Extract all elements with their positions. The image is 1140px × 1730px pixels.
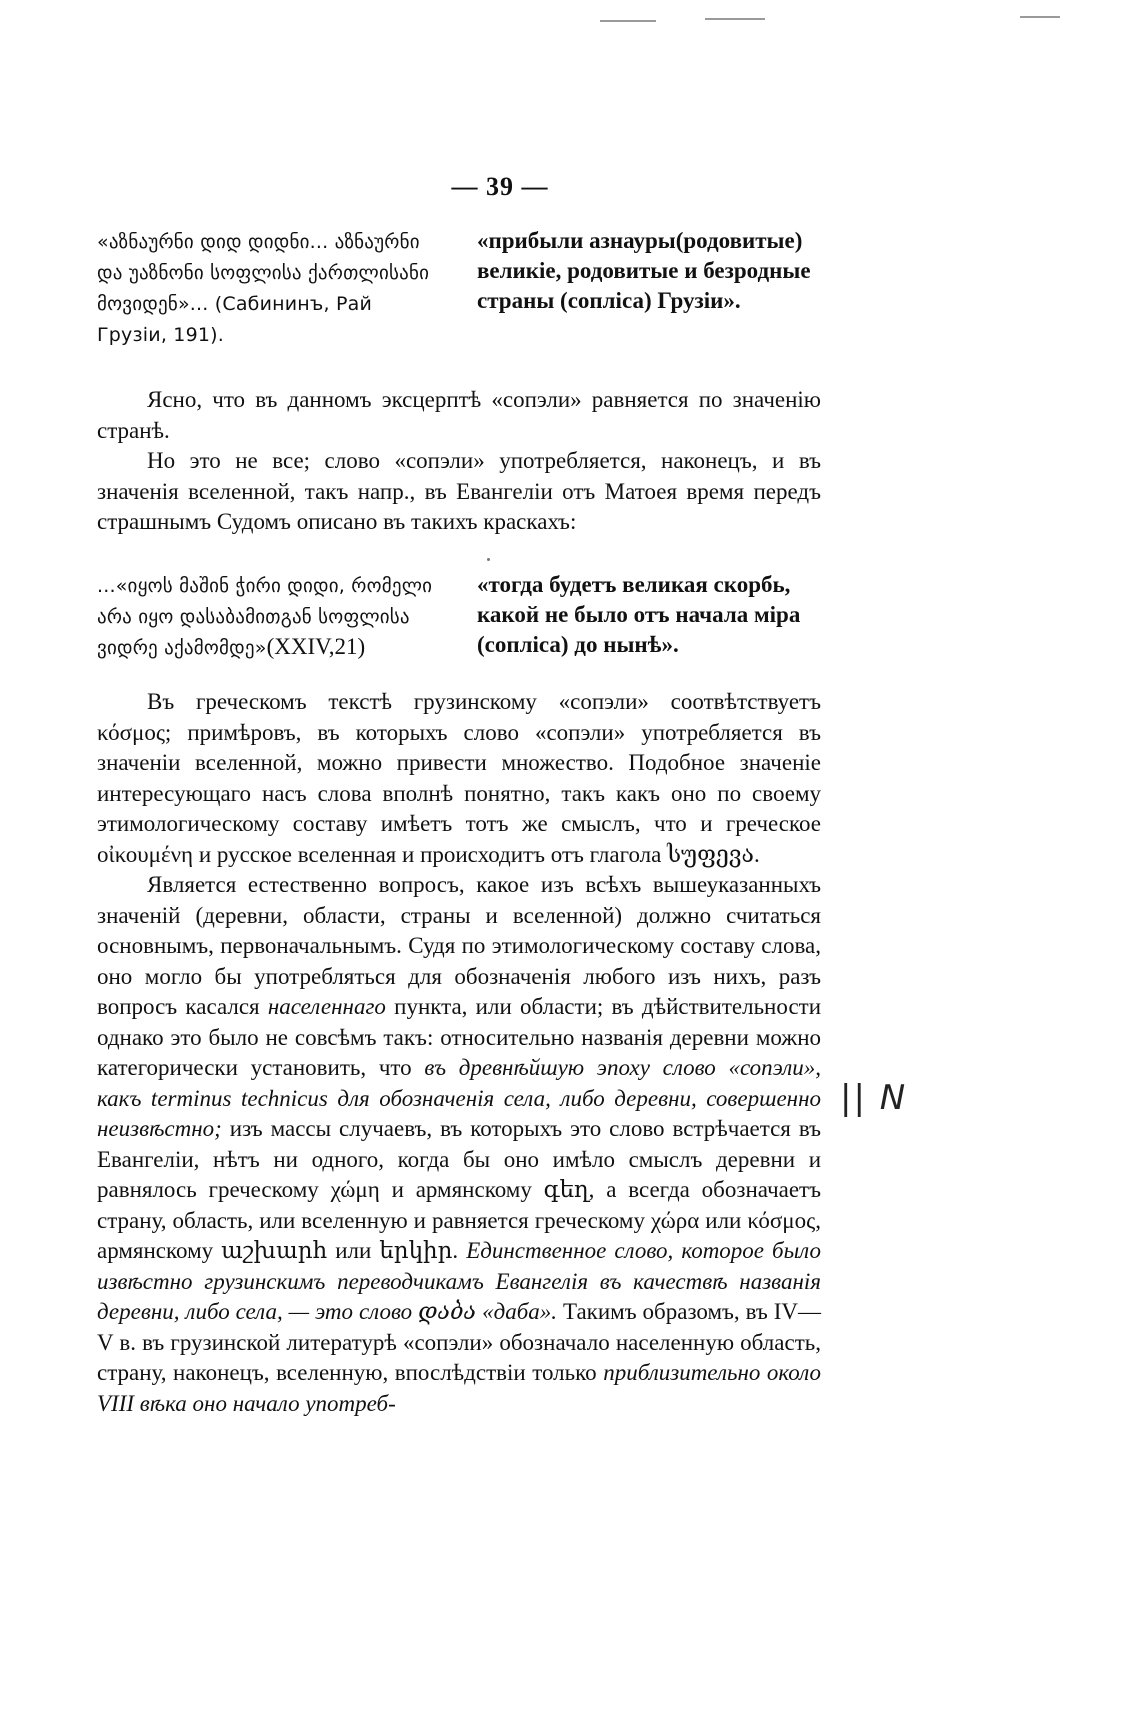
excerpt-2-georgian [97,570,447,663]
paragraph-4-part-a: Является естественно вопросъ, какое изъ всѣхъ вышеуказанныхъ значеній (деревни, области, страны и вселенной) должно считаться основнымъ, первоначальнымъ. Судя по этимологическому составу слова, оно могло бы употребляться для обозначенія любого изъ нихъ, разъ вопросъ касался [97,872,821,1019]
excerpt-2-translation: «тогда будетъ великая скорбь, какой не было отъ начала міра (сопліса) до нынѣ». [477,572,801,657]
stray-dot [487,558,490,561]
top-rule-3 [1020,16,1060,18]
excerpt-1 [97,226,817,350]
top-rule-1 [600,20,656,22]
paragraph-4-part-c: изъ массы случаевъ, въ которыхъ это слово встрѣчается въ Евангеліи, нѣтъ ни одного, когда бы оно имѣло смыслъ деревни и равнялось греческому χώμη и армянскому գեղ, а всегда обозначаетъ страну, область, или вселенную и равняется греческому χώρα или κόσμος, армянскому աշխարհ или երկիր. [97,1116,821,1263]
page-number: — 39 — [451,172,549,201]
excerpt-1-translation: «прибыли азнауры(родовитые) великіе, родовитые и безродные страны (сопліса) Грузіи». [477,228,811,313]
paragraph-4-italic-1: населеннаго [267,994,386,1019]
handwritten-margin-note: || N [840,1078,908,1118]
paragraph-3: Въ греческомъ текстѣ грузинскому «сопэли» соотвѣтствуетъ κόσμος; примѣровъ, въ которыхъ слово «сопэли» употребляется въ значеніи вселенной, можно привести множество. Подобное значеніе интересующаго насъ слова вполнѣ понятно, такъ какъ оно по своему этимологическому составу имѣетъ тотъ же смыслъ, что и греческое οἰκουμένη и русское вселенная и происходитъ отъ глагола სუფევა. [97,689,821,867]
paragraph-1: Ясно, что въ данномъ эксцерптѣ «сопэли» равняется по значенію странѣ. [97,387,821,443]
paragraph-4-part-d: Такимъ образомъ, въ IV—V в. въ грузинской литературѣ «сопэли» обозначало населенную область, страну, наконецъ, вселенную, впослѣдствіи только [97,1299,821,1385]
paragraph-4-part-b: пункта, или области; въ дѣйствительности однако это было не совсѣмъ такъ: относительно названія деревни можно категорически установить, что [97,994,822,1080]
paragraph-4-italic-2: въ древнѣйшую эпоху слово «сопэли», какъ terminus technicus для обозначенія села, либо деревни, совершенно неизвѣстно; [97,1055,822,1141]
excerpt-1-georgian-text: «აზნაურნი დიდ დიდნი... აზნაურნი და უაზნონი სოფლისა ქართლისანი მოვიდენ»... (Сабининъ, Рай Грузіи, 191). [97,231,430,346]
excerpt-2-georgian-text: ...«იყოს მაშინ ჭირი დიდი, რომელი არა იყო დასაბამითგან სოფლისა ვიდრე აქამომდე» [97,575,433,659]
paragraph-4-italic-4: приблизительно около VIII вѣка оно начало употреб- [97,1360,822,1416]
paragraph-4-italic-3: Единственное слово, которое было извѣстно грузинскимъ переводчикамъ Евангелія въ качествѣ названія деревни, либо села, — это слово დაბა «даба». [97,1238,821,1324]
excerpt-2 [97,570,817,663]
paragraph-2: Но это не все; слово «сопэли» употребляется, наконецъ, и въ значенія вселенной, такъ напр., въ Евангеліи отъ Матоея время передъ страшнымъ Судомъ описано въ такихъ краскахъ: [97,448,821,534]
excerpt-2-reference: (XXIV,21) [266,634,366,659]
paragraph-4 [97,870,821,1419]
paragraph-block-2 [97,687,821,1419]
top-rule-2 [705,18,765,20]
paragraph-block-1 [97,385,821,538]
excerpt-1-georgian [97,226,447,350]
